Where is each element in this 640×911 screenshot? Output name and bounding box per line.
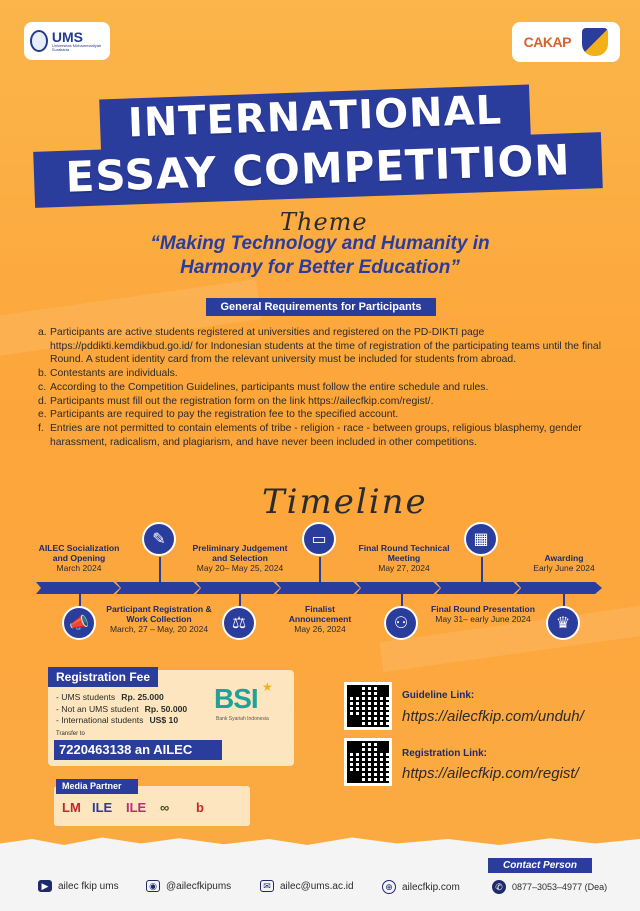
timeline-event: Awarding Early June 2024: [533, 553, 595, 573]
guideline-link[interactable]: https://ailecfkip.com/unduh/: [402, 708, 584, 725]
timeline-segment: [116, 582, 200, 594]
timeline-stem: [481, 557, 483, 582]
timeline-event: Final Round Technical Meeting May 27, 2024: [358, 543, 450, 573]
partner-logos: [512, 22, 620, 62]
timeline-stem: [159, 557, 161, 582]
transfer-label: Transfer to: [56, 731, 85, 737]
instagram-contact[interactable]: [146, 880, 231, 892]
timeline-event: Preliminary Judgement and Selection May 20– May 25, 2024: [192, 543, 288, 573]
instagram-icon: ◉: [146, 880, 160, 892]
timeline-segment: [276, 582, 360, 594]
youtube-handle: ailec fkip ums: [58, 880, 119, 892]
timeline-segment: [36, 582, 120, 594]
theme-text: [60, 232, 580, 280]
trophy-icon: ♛: [546, 606, 580, 640]
timeline-event: Finalist Announcement May 26, 2024: [288, 604, 352, 634]
timeline-stem: [563, 594, 565, 606]
timeline-stem: [79, 594, 81, 606]
laptop-icon: ▭: [302, 522, 336, 556]
fee-row: - Not an UMS student Rp. 50.000: [56, 703, 188, 714]
fee-row: - International students US$ 10: [56, 715, 179, 725]
title-line-2: ESSAY COMPETITION: [64, 135, 572, 202]
cakap-logo: CAKAP: [523, 34, 571, 50]
guideline-label: Guideline Link:: [402, 690, 475, 701]
whatsapp-number: 0877–3053–4977 (Dea): [512, 882, 608, 892]
title-line-1: INTERNATIONAL: [127, 87, 503, 147]
bsi-logo: BSI: [214, 683, 258, 714]
torn-paper-footer: [0, 836, 640, 911]
ums-logo-text: UMS Universitas Muhammadiyah Surakarta: [52, 30, 104, 52]
gavel-icon: ⚖: [222, 606, 256, 640]
timeline-event: Participant Registration & Work Collection March, 27 – May, 20 2024: [106, 604, 212, 634]
fee-list: [56, 692, 187, 727]
theme-line-1: “Making Technology and Humanity in: [150, 233, 490, 254]
email-address: ailec@ums.ac.id: [280, 880, 354, 892]
list-item: d. Participants must fill out the registration form on the link https://ailecfkip.com/regist/.: [38, 395, 434, 407]
registration-qr-code[interactable]: [344, 738, 392, 786]
list-item: c. According to the Competition Guidelines, participants must follow the entire schedule and rules.: [38, 381, 489, 393]
list-item: b. Contestants are individuals.: [38, 368, 178, 380]
timeline-event: AILEC Socialization and Opening March 2024: [38, 543, 120, 573]
theme-script: Theme: [280, 208, 368, 236]
megaphone-icon: 📣: [62, 606, 96, 640]
timeline-segment: [516, 582, 602, 594]
timeline-stem: [239, 594, 241, 606]
website-address: ailecfkip.com: [402, 881, 460, 893]
whatsapp-contact[interactable]: [492, 880, 607, 894]
timeline-bar: [36, 582, 602, 594]
list-item: f. Entries are not permitted to contain elements of tribe - religion - race - between groups, religious blasphemy, gender harassment, radicalism, and plagiarism, and have never been included in other competitions.: [38, 422, 582, 448]
theme-line-2: Harmony for Better Education”: [180, 257, 460, 278]
media-partner-heading: Media Partner: [56, 779, 138, 794]
list-item: e. Participants are required to pay the registration fee to the specified account.: [38, 409, 399, 421]
media-partner-logo: LM: [62, 800, 81, 815]
fee-heading: Registration Fee: [48, 667, 158, 687]
account-number: 7220463138 an AILEC: [54, 740, 222, 760]
timeline-stem: [401, 594, 403, 606]
star-icon: ★: [262, 680, 273, 694]
youtube-contact[interactable]: [38, 880, 119, 892]
globe-icon: ⊕: [382, 880, 396, 894]
media-partner-logo: ∞: [160, 800, 170, 815]
timeline-stem: [319, 557, 321, 582]
guideline-qr-code[interactable]: [344, 682, 392, 730]
timeline-segment: [436, 582, 520, 594]
timeline-segment: [356, 582, 440, 594]
presentation-icon: ▦: [464, 522, 498, 556]
media-partner-logo: ILE: [92, 800, 113, 815]
registration-label: Registration Link:: [402, 748, 488, 759]
contact-person-heading: Contact Person: [488, 858, 592, 873]
email-icon: ✉: [260, 880, 274, 892]
timeline-event: Final Round Presentation May 31– early June 2024: [430, 604, 536, 624]
shield-logo-icon: [582, 28, 608, 56]
website-contact[interactable]: [382, 880, 460, 894]
ums-logo-subtext: Universitas Muhammadiyah Surakarta: [51, 43, 102, 52]
instagram-handle: @ailecfkipums: [166, 880, 232, 892]
ums-seal-icon: [30, 30, 48, 52]
ums-logo: [24, 22, 110, 60]
requirements-heading: General Requirements for Participants: [206, 298, 436, 316]
list-item: a. Participants are active students registered at universities and registered on the PD-DIKTI page https://pddikti.kemdikbud.go.id/ for Indonesian students at the time of registration of the participating teams until the final Round. A student identity card from the relevant university must be included for students from abroad.: [38, 327, 602, 366]
timeline-segment: [196, 582, 280, 594]
media-partner-logo: ILE: [126, 800, 147, 815]
document-icon: ✎: [142, 522, 176, 556]
whatsapp-icon: ✆: [492, 880, 506, 894]
requirements-list: [38, 326, 610, 449]
youtube-icon: ▶: [38, 880, 52, 892]
media-partner-logo: b: [196, 800, 204, 815]
registration-link[interactable]: https://ailecfkip.com/regist/: [402, 765, 579, 782]
bsi-subtitle: Bank Syariah Indonesia: [216, 716, 269, 722]
timeline-script: Timeline: [262, 482, 428, 522]
network-icon: ⚇: [384, 606, 418, 640]
email-contact[interactable]: [260, 880, 354, 892]
fee-row: - UMS students Rp. 25.000: [56, 692, 164, 702]
